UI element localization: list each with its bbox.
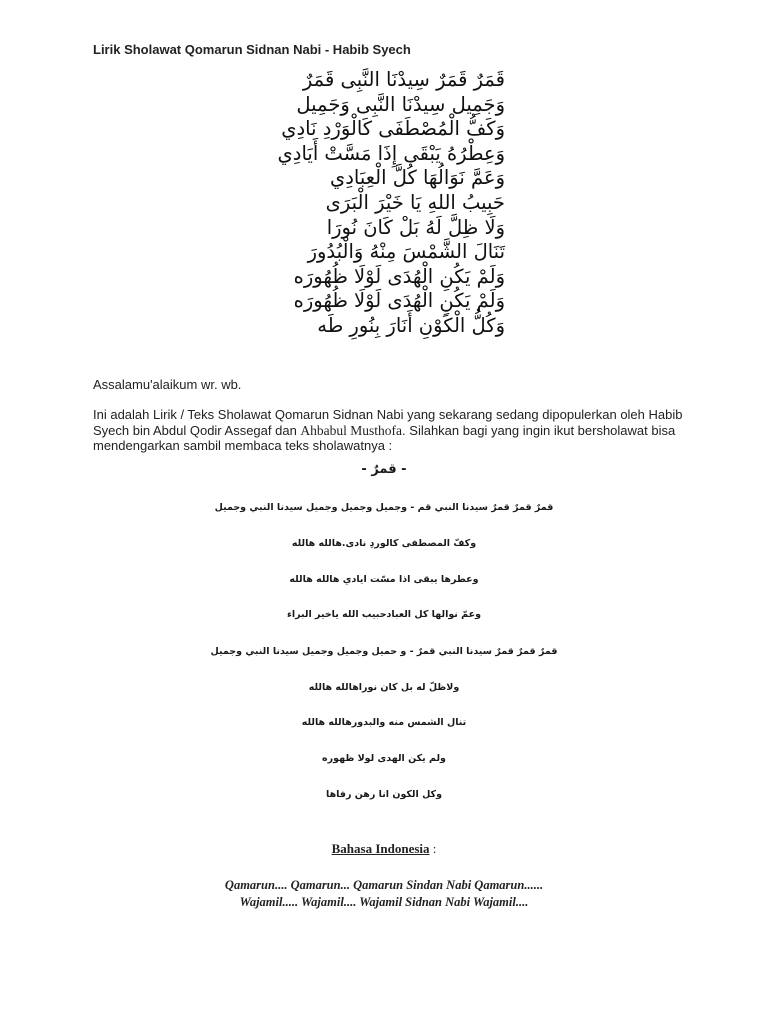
latin-transliteration bbox=[0, 877, 768, 911]
verse-line: وعمّ نوالها كل العبادحبيب الله ياخير البراء bbox=[287, 609, 481, 620]
arabic-lyric-line: حَبِيبُ اللهِ يَا خَيْرَ الْبَرَى bbox=[325, 190, 505, 214]
arabic-lyric-line: وَعِطْرُهُ يَبْقَى إِذَا مَسَّتْ أَيَادِي bbox=[277, 141, 505, 165]
verse-line: وكفّ المصطفى كالوردِ نادى.هالله هالله bbox=[291, 538, 477, 549]
arabic-lyric-line: وَعَمَّ نَوَالُهَا كُلَّ الْعِبَادِي bbox=[329, 166, 505, 190]
intro-text-part2: . Silahkan bagi yang ingin ikut bersholawat bisa mendengarkan sambil membaca teks sholawatnya : bbox=[93, 422, 676, 453]
verse-line: ولم يكن الهدى لولا ظهوره bbox=[322, 753, 446, 764]
arabic-lyric-line: وَكُلُّ الْكَوْنِ أَنَارَ بِنُورِ طَه bbox=[317, 313, 505, 337]
intro-group-name: Ahbabul Musthofa bbox=[300, 422, 403, 438]
verse-section-heading: - قمرٌ - bbox=[361, 462, 407, 477]
verse-line: قمرٌ قمرٌ قمرٌ سيدنا النبي قمرٌ - و حميل وجميل وجميل سيدنا النبي وجميل bbox=[210, 646, 558, 657]
latin-line: Qamarun.... Qamarun... Qamarun Sindan Nabi Qamarun...... bbox=[224, 878, 544, 892]
greeting-text: Assalamu'alaikum wr. wb. bbox=[93, 377, 242, 392]
verse-line: وعطرها يبقى اذا مسّت ايادي هالله هالله bbox=[289, 574, 479, 585]
arabic-lyrics-block bbox=[255, 68, 505, 339]
verse-line: قمرٌ قمرٌ قمرٌ سيدنا النبي قم - وجميل وجميل وجميل سيدنا النبي وجميل bbox=[214, 502, 554, 513]
verse-line: ولاظلّ له بل كان نوراهالله هالله bbox=[308, 682, 460, 693]
document-title: Lirik Sholawat Qomarun Sidnan Nabi - Habib Syech bbox=[93, 42, 411, 57]
arabic-lyric-line: وَجَمِيل سِيدْنَا النَّبِى وَجَمِيل bbox=[296, 92, 505, 116]
intro-paragraph bbox=[93, 407, 693, 454]
arabic-lyric-line: وَلَا ظِلَّ لَهُ بَلْ كَانَ نُورَا bbox=[326, 215, 505, 239]
bahasa-heading-label: Bahasa Indonesia bbox=[331, 841, 430, 856]
arabic-lyric-line: وَلَمْ يَكُنِ الْهُدَى لَوْلَا ظُهُورَه bbox=[293, 264, 505, 288]
bahasa-heading bbox=[0, 841, 768, 857]
arabic-lyric-line: وَكَفُّ الْمُصْطَفَى كَالْوَرْدِ نَادِي bbox=[281, 117, 505, 141]
arabic-lyric-line: تَنَالَ الشَّمْسَ مِنْهُ وَالْبُدُورَ bbox=[307, 240, 505, 264]
verse-line: تنال الشمس منه والبدورهالله هالله bbox=[301, 717, 467, 728]
arabic-lyric-line: وَلَمْ يَكُنِ الْهُدَى لَوْلَا ظُهُورَه bbox=[293, 289, 505, 313]
latin-line: Wajamil..... Wajamil.... Wajamil Sidnan Nabi Wajamil.... bbox=[239, 895, 529, 909]
bahasa-heading-colon: : bbox=[429, 841, 437, 856]
arabic-lyric-line: قَمَرٌ قَمَرٌ سِيدْنَا النَّبِى قَمَرٌ bbox=[302, 68, 505, 91]
intro-text-part1: Ini adalah Lirik / Teks Sholawat Qomarun Sidnan Nabi yang sekarang sedang dipopulerkan oleh Habib Syech bin Abdul Qodir Assegaf dan bbox=[93, 407, 683, 438]
verse-line: وكل الكون انا رهن رفاها bbox=[326, 789, 442, 800]
